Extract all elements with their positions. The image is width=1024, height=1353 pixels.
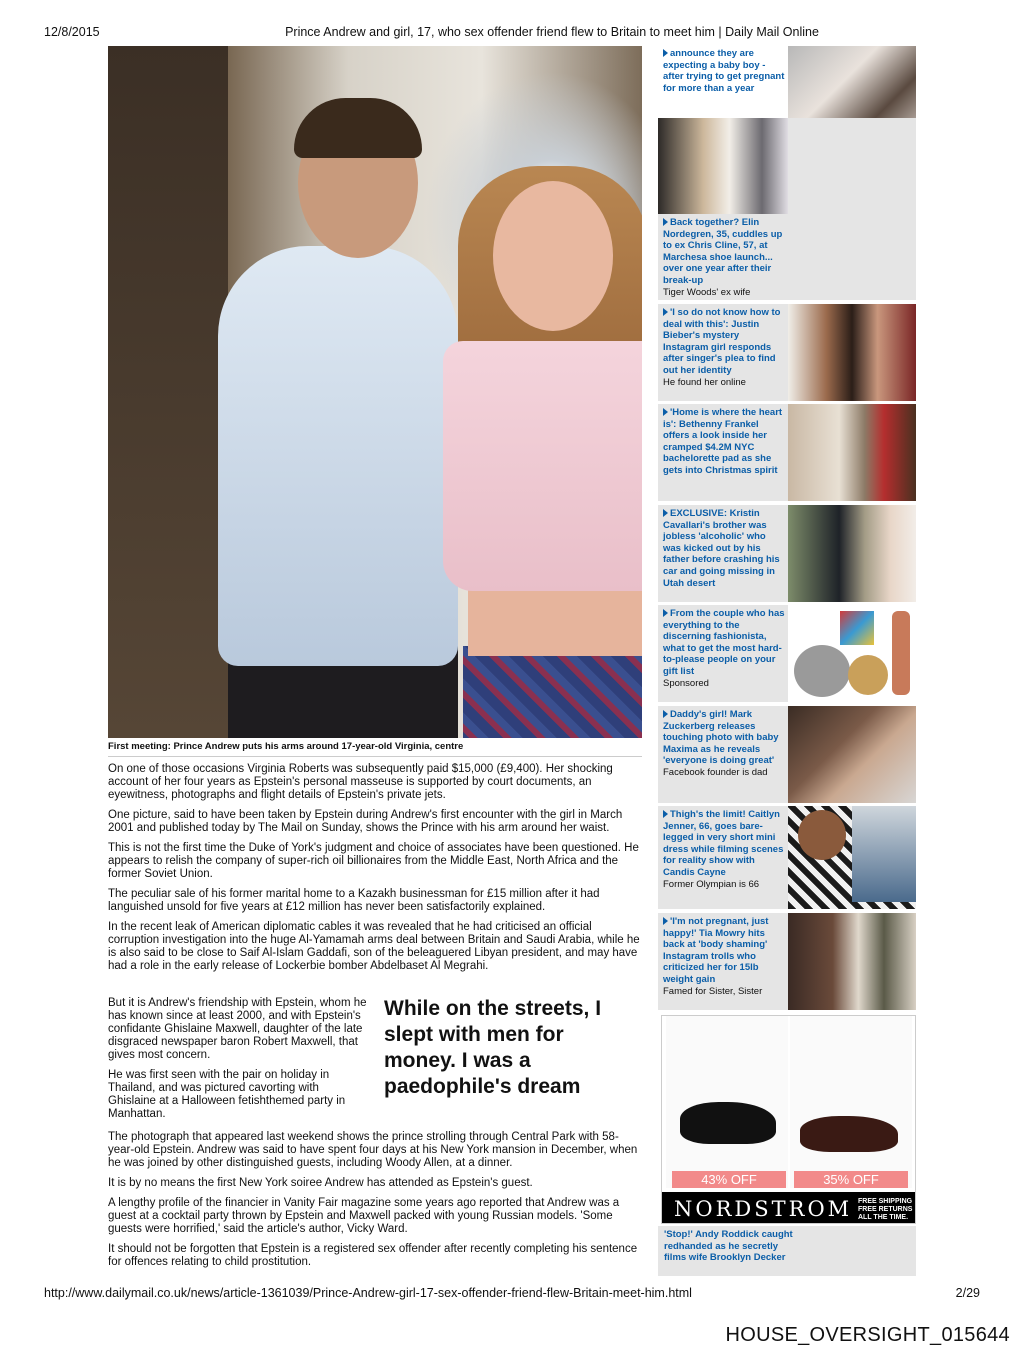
article-paragraph: A lengthy profile of the financier in Vanity Fair magazine some years ago reported that Andrew was a guest at a cocktail party thrown by Epstein and Maxwell packed with young Russian models. 'Some guests were horrified,' said the article's author, Vicky Ward.	[108, 1197, 620, 1235]
sidebar-thumbnail[interactable]	[788, 806, 916, 909]
sidebar-headline[interactable]: Thigh's the limit! Caitlyn Jenner, 66, goes bare-legged in very short mini dress while filming scenes for reality show with Candis Cayne	[663, 809, 784, 878]
article-paragraph: On one of those occasions Virginia Roberts was subsequently paid $15,000 (£9,400). Her shocking account of her four years as Epstein's personal masseuse is supported by court documents, an eyewitness, photographs and flight details of Epstein's private jets.	[108, 763, 613, 801]
sidebar-thumbnail[interactable]	[788, 505, 916, 602]
sidebar-item[interactable]	[658, 605, 916, 702]
sidebar-thumbnail[interactable]	[788, 706, 916, 803]
article-paragraph: The photograph that appeared last weekend shows the prince strolling through Central Park with 58-year-old Epstein. Andrew was said to have spent four days at his New York mansion in December, when he was joined by other distinguished guests, including Woody Allen, at a dinner.	[108, 1131, 638, 1169]
play-arrow-icon	[663, 710, 668, 718]
sidebar-subline: Facebook founder is dad	[663, 766, 768, 778]
sidebar-thumbnail[interactable]	[658, 118, 788, 214]
sidebar-headline[interactable]: 'Home is where the heart is': Bethenny Frankel offers a look inside her cramped $4.2M NYC bachelorette pad as she gets into Christmas spirit	[663, 407, 783, 476]
play-arrow-icon	[663, 917, 668, 925]
sidebar-subline: He found her online	[663, 376, 746, 388]
play-arrow-icon	[663, 408, 668, 416]
ad-shipping-text: FREE SHIPPING FREE RETURNS ALL THE TIME.	[858, 1198, 913, 1221]
print-url: http://www.dailymail.co.uk/news/article-1361039/Prince-Andrew-girl-17-sex-offender-friend-flew-Britain-meet-him.html	[44, 1286, 692, 1300]
sidebar-headline[interactable]: announce they are expecting a baby boy - after trying to get pregnant for more than a year	[663, 48, 785, 94]
sidebar-item[interactable]	[658, 404, 916, 501]
play-arrow-icon	[663, 218, 668, 226]
sidebar-subline: Sponsored	[663, 677, 709, 689]
play-arrow-icon	[663, 308, 668, 316]
sidebar-subline: Tiger Woods' ex wife	[663, 286, 751, 298]
ad-brand-name: NORDSTROM	[674, 1197, 853, 1221]
sidebar-subline: Famed for Sister, Sister	[663, 985, 763, 997]
sidebar-item[interactable]	[658, 46, 916, 113]
ad-product-left[interactable]	[666, 1016, 788, 1188]
sidebar-headline[interactable]: Daddy's girl! Mark Zuckerberg releases touching photo with baby Maxima as he reveals 'everyone is doing great'	[663, 709, 779, 767]
sidebar-headline[interactable]: EXCLUSIVE: Kristin Cavallari's brother was jobless 'alcoholic' who was kicked out by his father before crashing his car and going missing in Utah desert	[663, 508, 780, 589]
play-arrow-icon	[663, 609, 668, 617]
sidebar-headline[interactable]: Back together? Elin Nordegren, 35, cuddles up to ex Chris Cline, 57, at Marchesa shoe launch... over one year after their break-up	[663, 217, 783, 286]
sidebar-thumbnail[interactable]	[788, 404, 916, 501]
sidebar-item[interactable]	[658, 118, 916, 300]
article-paragraph: It should not be forgotten that Epstein is a registered sex offender after recently completing his sentence for offences relating to child prostitution.	[108, 1243, 638, 1268]
page-number: 2/29	[955, 1286, 980, 1300]
sidebar-headline[interactable]: 'I so do not know how to deal with this': Justin Bieber's mystery Instagram girl responds after singer's plea to find out her identity	[663, 307, 781, 376]
sidebar-item[interactable]	[658, 706, 916, 803]
print-date: 12/8/2015	[44, 25, 100, 39]
article-paragraph: It is by no means the first New York soiree Andrew has attended as Epstein's guest.	[108, 1177, 533, 1189]
article-body	[108, 763, 642, 980]
sidebar-item[interactable]	[658, 806, 916, 909]
play-arrow-icon	[663, 810, 668, 818]
sidebar-headline[interactable]: From the couple who has everything to the discerning fashionista, what to get the most hard-to-please people on your gift list	[663, 608, 785, 677]
sidebar-headline[interactable]: 'I'm not pregnant, just happy!' Tia Mowry hits back at 'body shaming' Instagram trolls who criticized her for 15lb weight gain	[663, 916, 769, 985]
play-arrow-icon	[663, 509, 668, 517]
article-paragraph: But it is Andrew's friendship with Epstein, whom he has known since at least 2000, and with Epstein's confidante Ghislaine Maxwell, daughter of the late disgraced newspaper baron Robert Maxwell, that gives most concern.	[108, 997, 367, 1061]
bates-number: HOUSE_OVERSIGHT_015644	[725, 1324, 1010, 1346]
sidebar-thumbnail[interactable]	[788, 605, 916, 702]
article-paragraph: This is not the first time the Duke of York's judgment and choice of associates have been questioned. He appears to relish the company of super-rich oil billionaires from the Middle East, North Africa and the former Soviet Union.	[108, 842, 639, 880]
sidebar-item[interactable]	[658, 505, 916, 602]
discount-badge: 35% OFF	[794, 1171, 908, 1188]
play-arrow-icon	[663, 49, 668, 57]
article-paragraph: The peculiar sale of his former marital home to a Kazakh businessman for £15 million after it had languished unsold for five years at £12 million has never been satisfactorily explained.	[108, 888, 600, 913]
sidebar-subline: Former Olympian is 66	[663, 878, 760, 890]
print-header	[0, 25, 1024, 41]
article-paragraph: In the recent leak of American diplomatic cables it was revealed that he had criticised an official corruption investigation into the huge Al-Yamamah arms deal between Britain and Saudi Arabia, while he is also said to be close to Saif Al-Islam Gaddafi, son of the beleaguered Libyan president, and may have had a role in the early release of Lockerbie bomber Abdelbaset Al Megrahi.	[108, 921, 640, 972]
article-paragraph: He was first seen with the pair on holiday in Thailand, and was pictured cavorting with Ghislaine at a Halloween fetishthemed party in Manhattan.	[108, 1069, 346, 1120]
main-photo	[108, 46, 642, 738]
photo-caption: First meeting: Prince Andrew puts his arms around 17-year-old Virginia, centre	[108, 741, 642, 757]
nordstrom-ad[interactable]	[661, 1015, 916, 1224]
print-title: Prince Andrew and girl, 17, who sex offender friend flew to Britain to meet him | Daily Mail Online	[285, 25, 819, 39]
sidebar-thumbnail[interactable]	[788, 304, 916, 401]
discount-badge: 43% OFF	[672, 1171, 786, 1188]
article-column	[108, 997, 370, 1128]
pull-quote: While on the streets, I slept with men for money. I was a paedophile's dream	[384, 997, 602, 1098]
sidebar-item[interactable]	[658, 913, 916, 1010]
sidebar-item[interactable]	[658, 1226, 916, 1276]
ad-brand-bar[interactable]	[662, 1192, 916, 1224]
ad-product-right[interactable]	[790, 1016, 912, 1188]
article-paragraph: One picture, said to have been taken by Epstein during Andrew's first encounter with the girl in March 2001 and published today by The Mail on Sunday, shows the Prince with his arm around her waist.	[108, 809, 623, 834]
sidebar-item[interactable]	[658, 304, 916, 401]
sidebar-thumbnail[interactable]	[788, 913, 916, 1010]
article-body-continued	[108, 1131, 642, 1276]
sidebar-headline[interactable]: 'Stop!' Andy Roddick caught redhanded as he secretly films wife Brooklyn Decker	[664, 1229, 793, 1264]
